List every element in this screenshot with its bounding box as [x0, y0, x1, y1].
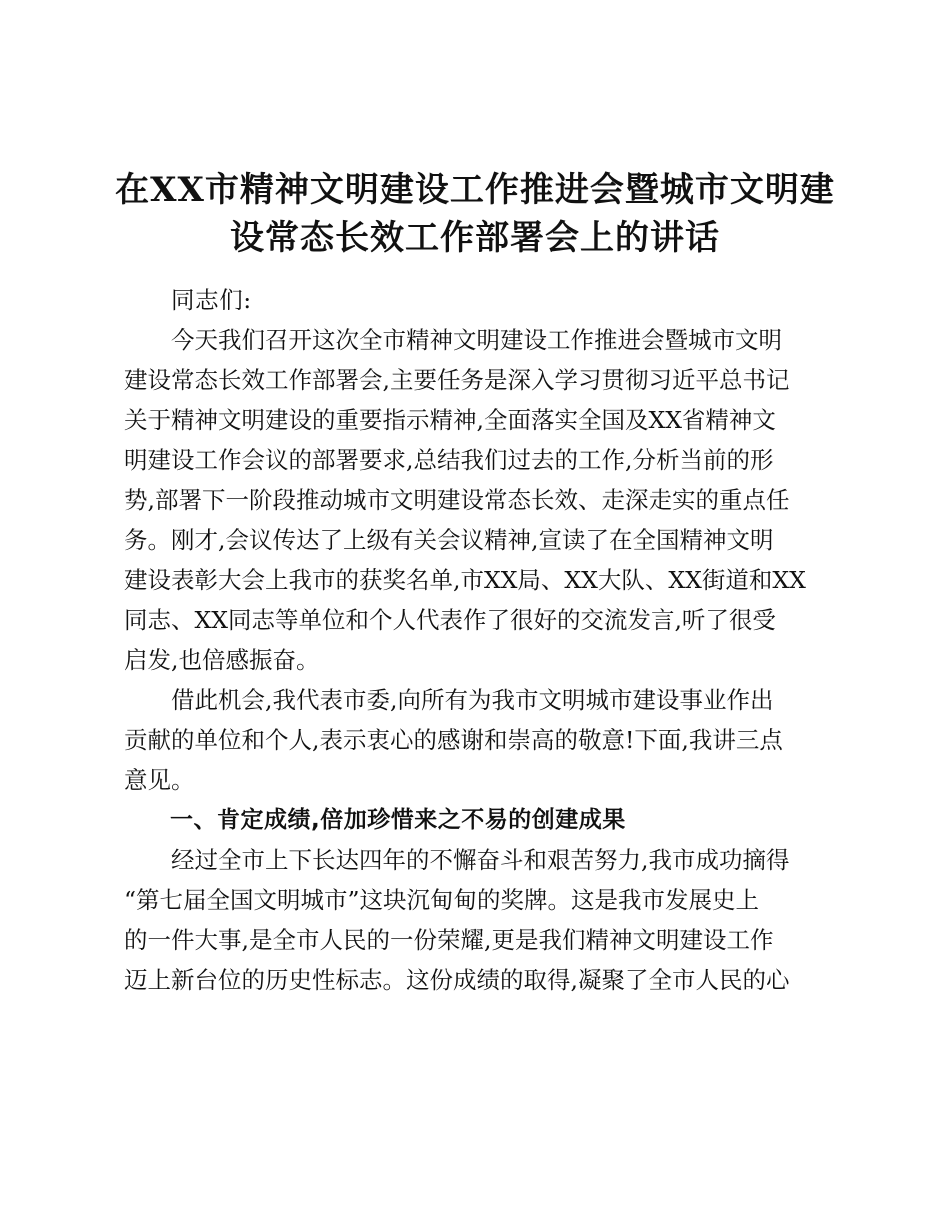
paragraph-2: [124, 680, 832, 800]
paragraph-1-line: 今天我们召开这次全市精神文明建设工作推进会暨城市文明: [171, 326, 782, 354]
paragraph-1-line: 建设表彰大会上我市的获奖名单,市XX局、XX大队、XX街道和XX: [124, 566, 806, 594]
salutation: 同志们:: [171, 286, 252, 314]
paragraph-2-line: 意见。: [124, 766, 195, 794]
paragraph-3-line: “第七届全国文明城市”这块沉甸甸的奖牌。这是我市发展史上: [124, 886, 760, 914]
paragraph-3-line: 经过全市上下长达四年的不懈奋斗和艰苦努力,我市成功摘得: [171, 846, 790, 874]
paragraph-1-line: 关于精神文明建设的重要指示精神,全面落实全国及XX省精神文: [124, 406, 776, 434]
title-line-1: 在XX市精神文明建设工作推进会暨城市文明建: [115, 170, 835, 210]
paragraph-1-line: 启发,也倍感振奋。: [124, 646, 320, 674]
paragraph-3: [124, 840, 832, 1000]
paragraph-1-line: 明建设工作会议的部署要求,总结我们过去的工作,分析当前的形: [124, 446, 774, 474]
paragraph-1-line: 同志、XX同志等单位和个人代表作了很好的交流发言,听了很受: [124, 606, 776, 634]
title-line-2: 设常态长效工作部署会上的讲话: [230, 218, 720, 258]
document-title: [115, 166, 835, 262]
paragraph-2-line: 借此机会,我代表市委,向所有为我市文明城市建设事业作出: [171, 686, 774, 714]
section-heading-1: 一、肯定成绩,倍加珍惜来之不易的创建成果: [170, 807, 626, 833]
paragraph-2-line: 贡献的单位和个人,表示衷心的感谢和崇高的敬意!下面,我讲三点: [124, 726, 783, 754]
paragraph-1: [124, 320, 832, 680]
document-body: [124, 280, 832, 1000]
paragraph-1-line: 建设常态长效工作部署会,主要任务是深入学习贯彻习近平总书记: [124, 366, 790, 394]
paragraph-1-line: 势,部署下一阶段推动城市文明建设常态长效、走深走实的重点任: [124, 486, 790, 514]
paragraph-3-line: 的一件大事,是全市人民的一份荣耀,更是我们精神文明建设工作: [124, 926, 774, 954]
paragraph-1-line: 务。刚才,会议传达了上级有关会议精神,宣读了在全国精神文明: [124, 526, 774, 554]
paragraph-3-line: 迈上新台位的历史性标志。这份成绩的取得,凝聚了全市人民的心: [124, 966, 790, 994]
